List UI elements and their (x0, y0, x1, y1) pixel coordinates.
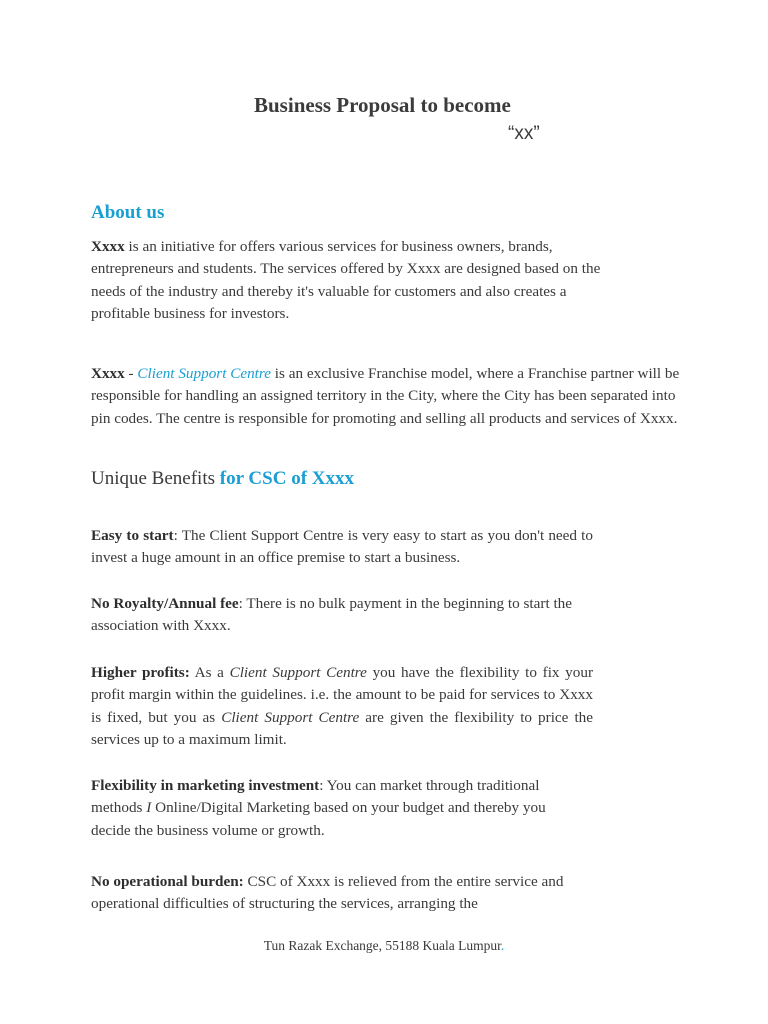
footer-address: Tun Razak Exchange, 55188 Kuala Lumpur (263, 938, 501, 953)
benefit-no-royalty (91, 593, 593, 638)
benefit-text: are given the flexibility to price the services up to a maximum limit. (91, 708, 593, 748)
benefit-text: Online/Digital Marketing based on your budget and thereby you decide the business volume or growth. (91, 799, 546, 839)
client-support-centre-term: Client Support Centre (221, 708, 360, 726)
about-paragraph-1 (91, 236, 601, 325)
benefit-text: : You can market through traditional methods (91, 777, 540, 817)
benefit-title: Flexibility in marketing investment (91, 777, 320, 794)
benefit-title: Higher profits: (91, 664, 190, 681)
benefit-title: Easy to start (91, 527, 174, 544)
about-heading: About us (91, 202, 165, 223)
brand-name: Xxxx (91, 238, 125, 255)
footer-dot: . (500, 938, 505, 953)
benefits-heading-plain: Unique Benefits (91, 468, 220, 489)
client-support-centre-link[interactable]: Client Support Centre (137, 365, 271, 382)
benefit-text: CSC of Xxxx is relieved from the entire service and operational difficulties of structuring the services, arranging the (91, 873, 564, 913)
benefit-higher-profits (91, 662, 593, 751)
brand-name: Xxxx (91, 365, 125, 382)
page-footer (0, 938, 768, 954)
benefit-easy-to-start (91, 525, 593, 570)
benefit-text: : There is no bulk payment in the beginning to start the association with Xxxx. (91, 595, 573, 635)
benefit-text: you have the flexibility to fix your profit margin within the guidelines. i.e. the amount to be paid for services to Xxxx is fixed, but you as (91, 664, 594, 726)
benefits-heading-accent: for CSC of Xxxx (219, 468, 354, 489)
document-subtitle: “xx” (508, 123, 540, 144)
about-text-2: is an exclusive Franchise model, where a Franchise partner will be responsible for handling an assigned territory in the City, where the City has been separated into pin codes. The centre is responsible for promoting and selling all products and services of Xxxx. (91, 365, 680, 427)
benefit-text: : The Client Support Centre is very easy to start as you don't need to invest a huge amount in an office premise to start a business. (91, 527, 593, 567)
benefit-title: No operational burden: (91, 873, 244, 890)
about-paragraph-2 (91, 363, 681, 430)
separator: - (124, 365, 138, 382)
benefit-text: As a (189, 664, 230, 681)
client-support-centre-term: Client Support Centre (229, 664, 367, 681)
benefit-marketing-flexibility (91, 775, 581, 842)
benefit-no-operational-burden (91, 871, 576, 916)
separator-glyph: I (146, 799, 152, 817)
benefits-heading (91, 468, 354, 490)
benefit-title: No Royalty/Annual fee (91, 595, 239, 612)
about-text-1: is an initiative for offers various services for business owners, brands, entrepreneurs and students. The services offered by Xxxx are designed based on the needs of the industry and thereby it's valuable for customers and also creates a profitable business for investors. (91, 238, 601, 322)
document-title: Business Proposal to become (254, 93, 511, 117)
